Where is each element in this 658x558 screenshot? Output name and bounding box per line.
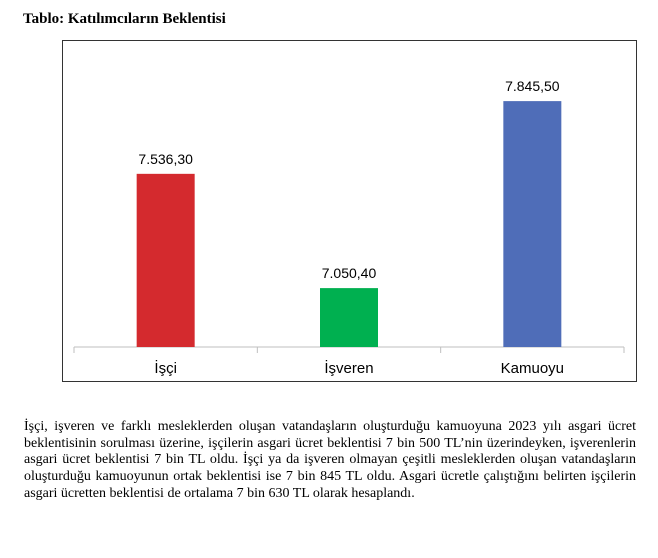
chart-canvas bbox=[63, 41, 636, 381]
x-tick-label: İşçi bbox=[154, 360, 177, 377]
page-title: Tablo: Katılımcıların Beklentisi bbox=[23, 11, 226, 27]
data-label: 7.536,30 bbox=[138, 150, 193, 167]
x-tick-label: İşveren bbox=[324, 360, 374, 377]
bar bbox=[137, 174, 195, 347]
bar bbox=[320, 288, 378, 347]
data-label: 7.845,50 bbox=[505, 78, 560, 95]
bar-chart bbox=[62, 40, 637, 382]
x-tick-label: Kamuoyu bbox=[500, 360, 565, 377]
data-label: 7.050,40 bbox=[321, 265, 377, 282]
caption-paragraph: İşçi, işveren ve farklı mesleklerden oluşan vatandaşların oluşturduğu kamuoyuna 2023 yılı asgari ücret beklentisinin sorulması üzerine, işçilerin asgari ücret beklentisi 7 bin 500 TL’nin üzerindeyken, işverenlerin asgari ücret beklentisi 7 bin TL oldu. İşçi ya da işveren olmayan çeşitli mesleklerden oluşan vatandaşların oluşturduğu kamuoyunun ortak beklentisi ise 7 bin 845 TL oldu. Asgari ücretle çalıştığını belirten işçilerin asgari ücretten beklentisi de ortalama 7 bin 630 TL olarak hesaplandı. bbox=[24, 419, 636, 501]
bar bbox=[503, 101, 561, 347]
